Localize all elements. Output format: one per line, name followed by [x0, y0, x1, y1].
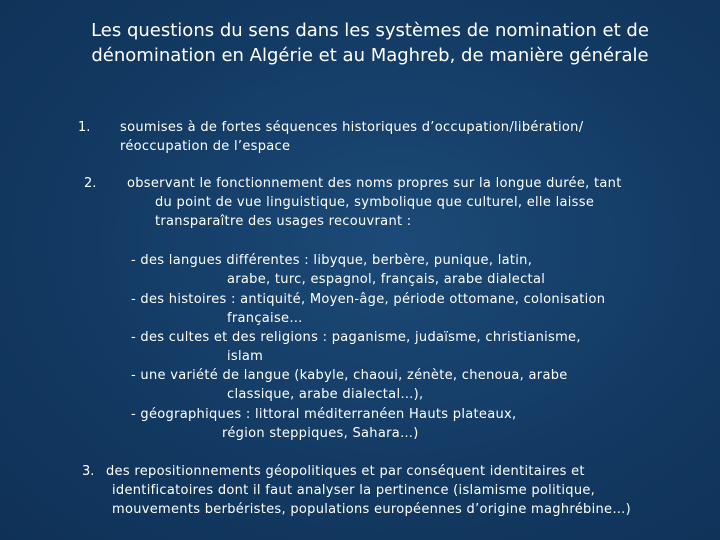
- item-2-line-2: du point de vue linguistique, symbolique que culturel, elle laisse: [155, 195, 595, 210]
- item-2-number: 2.: [84, 176, 97, 191]
- subitem-language-variety-line-2: classique, arabe dialectal…),: [227, 387, 424, 402]
- item-1-number: 1.: [78, 120, 91, 135]
- subitem-religions-line-1: - des cultes et des religions : paganisme, judaïsme, christianisme,: [131, 330, 581, 345]
- item-3-line-2: identificatoires dont il faut analyser la pertinence (islamisme politique,: [112, 483, 596, 498]
- item-3-number: 3.: [82, 464, 95, 479]
- subitem-histories: [131, 290, 605, 328]
- item-1-line-1: soumises à de fortes séquences historiques d’occupation/libération/: [120, 120, 584, 135]
- subitem-geography: [131, 405, 516, 443]
- item-3-line-1: des repositionnements géopolitiques et par conséquent identitaires et: [106, 464, 585, 479]
- subitem-language-variety-line-1: - une variété de langue (kabyle, chaoui, zénète, chenoua, arabe: [131, 368, 568, 383]
- item-2-line-3: transparaître des usages recouvrant :: [155, 214, 412, 229]
- slide-title: [40, 18, 700, 68]
- subitem-languages-line-2: arabe, turc, espagnol, français, arabe dialectal: [227, 272, 546, 287]
- subitem-histories-line-1: - des histoires : antiquité, Moyen-âge, période ottomane, colonisation: [131, 292, 606, 307]
- item-1-text: [120, 118, 583, 156]
- item-1-line-2: réoccupation de l’espace: [120, 139, 291, 154]
- subitem-language-variety: [131, 366, 568, 404]
- subitem-religions: [131, 328, 581, 366]
- item-2-text: [127, 174, 622, 231]
- item-2-line-1: observant le fonctionnement des noms propres sur la longue durée, tant: [127, 176, 622, 191]
- subitem-geography-line-1: - géographiques : littoral méditerranéen Hauts plateaux,: [131, 407, 517, 422]
- subitem-languages-line-1: - des langues différentes : libyque, berbère, punique, latin,: [131, 253, 533, 268]
- item-3-line-3: mouvements berbéristes, populations européennes d’origine maghrébine…): [112, 502, 631, 517]
- subitem-religions-line-2: islam: [227, 349, 264, 364]
- subitem-geography-line-2: région steppiques, Sahara…): [222, 426, 419, 441]
- subitem-languages: [131, 251, 545, 289]
- title-line-2: dénomination en Algérie et au Maghreb, de manière générale: [91, 45, 649, 66]
- subitem-histories-line-2: française…: [227, 311, 303, 326]
- title-line-1: Les questions du sens dans les systèmes de nomination et de: [91, 20, 649, 41]
- item-3-text: [106, 462, 631, 519]
